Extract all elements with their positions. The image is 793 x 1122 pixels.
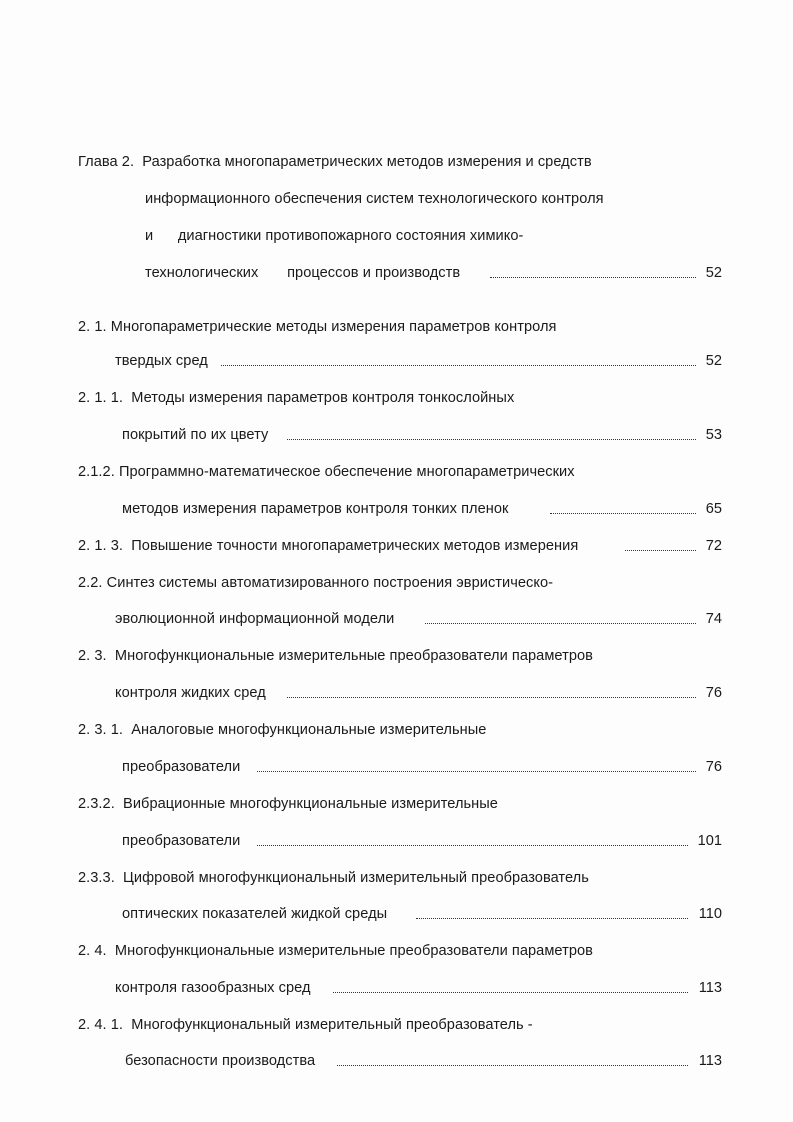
leader-dots	[257, 845, 688, 846]
entry-number: 2.3.3.	[78, 870, 115, 886]
entry-line: Аналоговые многофункциональные измерительные	[131, 722, 487, 738]
entry-line: Многофункциональные измерительные преобразователи параметров	[114, 648, 593, 664]
page-number: 76	[705, 685, 722, 701]
toc-entry-title	[78, 388, 514, 408]
leader-dots	[287, 697, 696, 698]
page-number: 76	[705, 759, 722, 775]
leader-dots	[221, 365, 696, 366]
entry-number: 2. 1.	[78, 319, 107, 335]
page-number: 52	[705, 353, 722, 369]
entry-line: Многопараметрические методы измерения параметров контроля	[110, 319, 557, 335]
entry-line: Цифровой многофункциональный измерительный преобразователь	[123, 870, 589, 886]
chapter-label: Глава 2.	[78, 154, 135, 170]
entry-line: безопасности производства	[125, 1053, 316, 1069]
page-number: 110	[698, 906, 722, 922]
page-number: 74	[705, 611, 722, 627]
leader-dots	[257, 771, 696, 772]
entry-line: оптических показателей жидкой среды	[122, 906, 388, 922]
entry-line: преобразователи	[122, 759, 241, 775]
entry-line: Повышение точности многопараметрических методов измерения	[131, 538, 579, 554]
toc-entry-title	[78, 536, 578, 556]
toc-entry-title	[78, 317, 556, 337]
leader-dots	[333, 992, 688, 993]
page-number: 53	[705, 427, 722, 443]
entry-line: эволюционной информационной модели	[115, 611, 395, 627]
page-number: 113	[698, 980, 722, 996]
entry-number: 2. 1. 3.	[78, 538, 124, 554]
entry-number: 2.1.2.	[78, 464, 115, 480]
chapter-title-line: и диагностики противопожарного состояния химико-	[145, 228, 524, 244]
chapter-title-line: технологических процессов и производств	[145, 265, 461, 281]
page-number: 101	[697, 833, 722, 849]
leader-dots	[287, 439, 696, 440]
leader-dots	[425, 623, 696, 624]
entry-number: 2.3.2.	[78, 796, 115, 812]
entry-line: методов измерения параметров контроля тонких пленок	[122, 501, 509, 517]
toc-entry-title	[78, 941, 593, 961]
entry-line: Методы измерения параметров контроля тонкослойных	[131, 390, 515, 406]
entry-line: преобразователи	[122, 833, 241, 849]
leader-dots	[625, 550, 696, 551]
page-number: 72	[705, 538, 722, 554]
leader-dots	[490, 277, 696, 278]
entry-line: твердых сред	[115, 353, 208, 369]
toc-entry-title	[78, 646, 593, 666]
leader-dots	[337, 1065, 688, 1066]
entry-line: покрытий по их цвету	[122, 427, 269, 443]
toc-entry-title	[78, 794, 498, 814]
page-number: 113	[698, 1053, 722, 1069]
entry-line: Синтез системы автоматизированного построения эвристическо-	[106, 575, 554, 591]
entry-number: 2. 1. 1.	[78, 390, 124, 406]
entry-line: Программно-математическое обеспечение многопараметрических	[118, 464, 575, 480]
leader-dots	[550, 513, 696, 514]
chapter-heading	[78, 152, 592, 172]
toc-entry-title	[78, 868, 589, 888]
entry-line: Вибрационные многофункциональные измерительные	[123, 796, 498, 812]
toc-entry-title	[78, 720, 486, 740]
entry-number: 2. 3.	[78, 648, 107, 664]
entry-line: контроля газообразных сред	[115, 980, 311, 996]
entry-number: 2. 4.	[78, 943, 107, 959]
entry-number: 2.2.	[78, 575, 103, 591]
toc-entry-title	[78, 462, 575, 482]
page-number: 65	[705, 501, 722, 517]
chapter-title-line: Разработка многопараметрических методов измерения и средств	[142, 154, 592, 170]
entry-line: контроля жидких сред	[115, 685, 266, 701]
toc-entry-title	[78, 573, 553, 593]
leader-dots	[416, 918, 688, 919]
chapter-title-line: информационного обеспечения систем технологического контроля	[145, 191, 604, 207]
toc-entry-title	[78, 1015, 533, 1035]
entry-line: Многофункциональные измерительные преобразователи параметров	[114, 943, 593, 959]
page-number: 52	[705, 265, 722, 281]
entry-number: 2. 4. 1.	[78, 1017, 124, 1033]
entry-line: Многофункциональный измерительный преобразователь -	[131, 1017, 533, 1033]
entry-number: 2. 3. 1.	[78, 722, 124, 738]
